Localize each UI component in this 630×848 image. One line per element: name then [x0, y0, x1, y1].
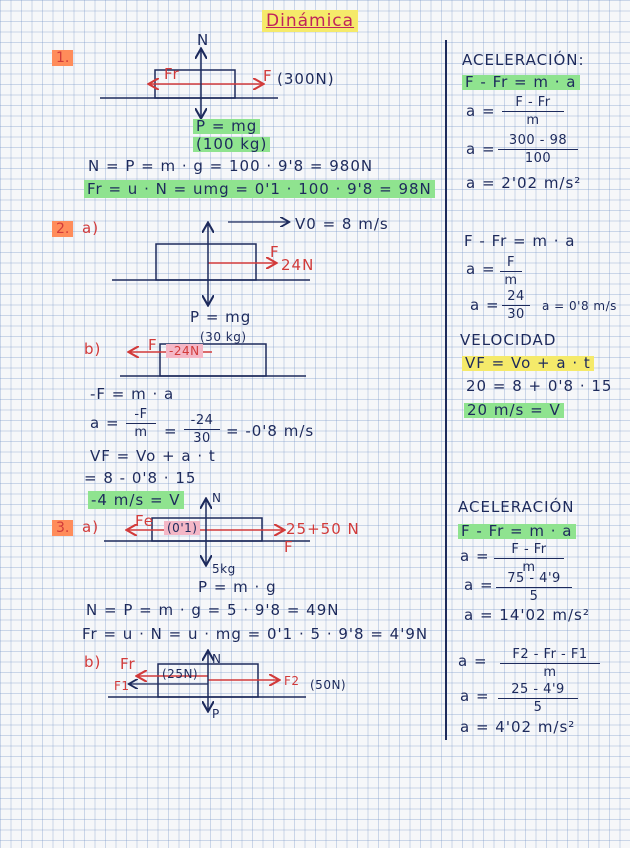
p1-mass: (100 kg) [193, 137, 270, 152]
p3-side-a-lhs-2: a = [464, 576, 494, 594]
p2-vf-result-text: -4 m/s = V [88, 491, 184, 509]
p1-side-heading: ACELERACIÓN: [462, 51, 585, 69]
p1-friction-label: Fr [164, 65, 180, 83]
p3a-mu [164, 522, 200, 534]
p3b-normal-label: N [212, 652, 222, 666]
p2-part-a: a) [82, 219, 100, 237]
p2-frac2-den: 30 [193, 431, 211, 446]
p2b-force-value-text: -24N [166, 344, 203, 358]
p3-side-frac1-num: F - Fr [511, 542, 547, 557]
p2-equals: = [164, 422, 178, 440]
p2-a-result: = -0'8 m/s [226, 422, 315, 440]
p3b-side-frac2 [498, 683, 578, 714]
p2-side-vf-sub: 20 = 8 + 0'8 · 15 [466, 377, 613, 395]
p2-part-b: b) [84, 340, 102, 358]
p3-friction-eq: Fr = u · N = u · mg = 0'1 · 5 · 9'8 = 4'9N [82, 625, 429, 643]
p2-frac1 [126, 408, 156, 439]
p3-side-frac1 [494, 543, 564, 574]
p2-side-frac2-num: 24 [507, 289, 525, 304]
p3b-side-frac1-num: F2 - Fr - F1 [512, 647, 588, 662]
p2-vf-eq: VF = Vo + a · t [90, 447, 216, 465]
p2-eq1: -F = m · a [90, 385, 175, 403]
p2-side-frac1-num: F [507, 255, 515, 270]
p2-vf-result [88, 493, 184, 508]
p2-side-frac2-den: 30 [507, 307, 525, 322]
p1-side-a-lhs-2: a = [466, 140, 496, 158]
p2-side-vf-eq: VF = Vo + a · t [462, 356, 594, 371]
p2a-box [156, 244, 256, 280]
p2-side-frac2 [502, 290, 530, 321]
p2-a-lhs: a = [90, 414, 120, 432]
p2-vf-sub: = 8 - 0'8 · 15 [84, 469, 197, 487]
p1-side-frac1-den: m [526, 113, 540, 128]
p2-frac1-den: m [134, 425, 148, 440]
p2-side-vf-result: 20 m/s = V [464, 403, 564, 418]
p2-frac2-num: -24 [190, 413, 214, 428]
problem-2-number: 2. [52, 221, 73, 237]
p3a-force-value: 25+50 N [286, 520, 360, 538]
p1-side-eq1: F - Fr = m · a [462, 75, 580, 90]
p1-force-label: F [263, 67, 273, 85]
p3b-side-a-lhs: a = [458, 652, 488, 670]
p2-side-a-result: a = 0'8 m/s [542, 299, 617, 313]
problem-3-number: 3. [52, 520, 73, 536]
p2-side-frac1 [500, 256, 522, 287]
p2-side-eq1: F - Fr = m · a [464, 232, 576, 250]
p3b-weight-label: P [212, 707, 220, 721]
p2a-force-value: 24N [281, 256, 315, 274]
p1-side-result: a = 2'02 m/s² [466, 174, 582, 192]
p1-weight-eq: P = mg [193, 119, 260, 134]
p2-side-a-lhs: a = [466, 260, 496, 278]
p3b-f2-value: (50N) [310, 678, 347, 692]
p2a-force-label: F [270, 243, 280, 261]
p3b-side-frac2-den: 5 [533, 700, 543, 715]
p1-normal-eq: N = P = m · g = 100 · 9'8 = 980N [88, 157, 374, 175]
p3-side-result: a = 14'02 m/s² [464, 606, 590, 624]
p2-side-frac1-den: m [504, 273, 518, 288]
p3-part-b: b) [84, 653, 102, 671]
p2-v0: V0 = 8 m/s [295, 215, 389, 233]
p3a-normal-label: N [212, 491, 222, 505]
p3a-mu-text: (0'1) [164, 521, 200, 535]
p2b-force-label: F [148, 336, 158, 354]
p1-side-frac1-num: F - Fr [515, 95, 551, 110]
p3b-side-frac1-den: m [543, 665, 557, 680]
p3b-box-force: (25N) [162, 667, 199, 681]
p2-side-velocity-heading: VELOCIDAD [460, 331, 557, 349]
p3-side-frac1-den: m [522, 560, 536, 575]
p3b-side-a-lhs-2: a = [460, 687, 490, 705]
p3b-f2-label: F2 [284, 674, 300, 688]
p1-side-frac1 [502, 96, 564, 127]
p3-side-eq1: F - Fr = m · a [458, 524, 576, 539]
p1-side-a-lhs: a = [466, 102, 496, 120]
p3a-force-label: F [284, 538, 294, 556]
p3-mass: 5kg [212, 562, 236, 576]
problem-1-number: 1. [52, 50, 73, 66]
p2-frac1-num: -F [134, 407, 148, 422]
p3-weight-eq: P = m · g [198, 578, 277, 596]
p3-side-heading: ACELERACIÓN [458, 498, 575, 516]
p1-friction-eq-text: Fr = u · N = umg = 0'1 · 100 · 9'8 = 98N [84, 180, 435, 198]
p3b-side-frac1 [500, 648, 600, 679]
p3b-friction-label: Fr [120, 655, 136, 673]
p1-side-frac2 [498, 134, 578, 165]
p3b-side-frac2-num: 25 - 4'9 [511, 682, 565, 697]
p3-normal-eq: N = P = m · g = 5 · 9'8 = 49N [86, 601, 340, 619]
p2-weight-eq: P = mg [190, 308, 252, 326]
p3-side-frac2-num: 75 - 4'9 [507, 571, 561, 586]
p2-mass: (30 kg) [200, 330, 247, 344]
p3b-side-result: a = 4'02 m/s² [460, 718, 576, 736]
p3a-friction-label: Fe [135, 512, 155, 530]
p1-friction-eq [84, 182, 435, 197]
page-title: Dinámica [262, 10, 358, 32]
p2-side-a-lhs-2: a = [470, 296, 500, 314]
p3-part-a: a) [82, 518, 100, 536]
p1-force-value: (300N) [277, 70, 335, 88]
p3-side-a-lhs: a = [460, 547, 490, 565]
p3-side-frac2 [496, 572, 572, 603]
p2-frac2 [184, 414, 220, 445]
p3-side-frac2-den: 5 [529, 589, 539, 604]
p1-side-frac2-den: 100 [524, 151, 552, 166]
p2b-force-value [166, 345, 203, 357]
p3b-f1-label: F1 [114, 679, 130, 693]
p1-side-frac2-num: 300 - 98 [508, 133, 568, 148]
p1-normal-label: N [197, 31, 210, 49]
